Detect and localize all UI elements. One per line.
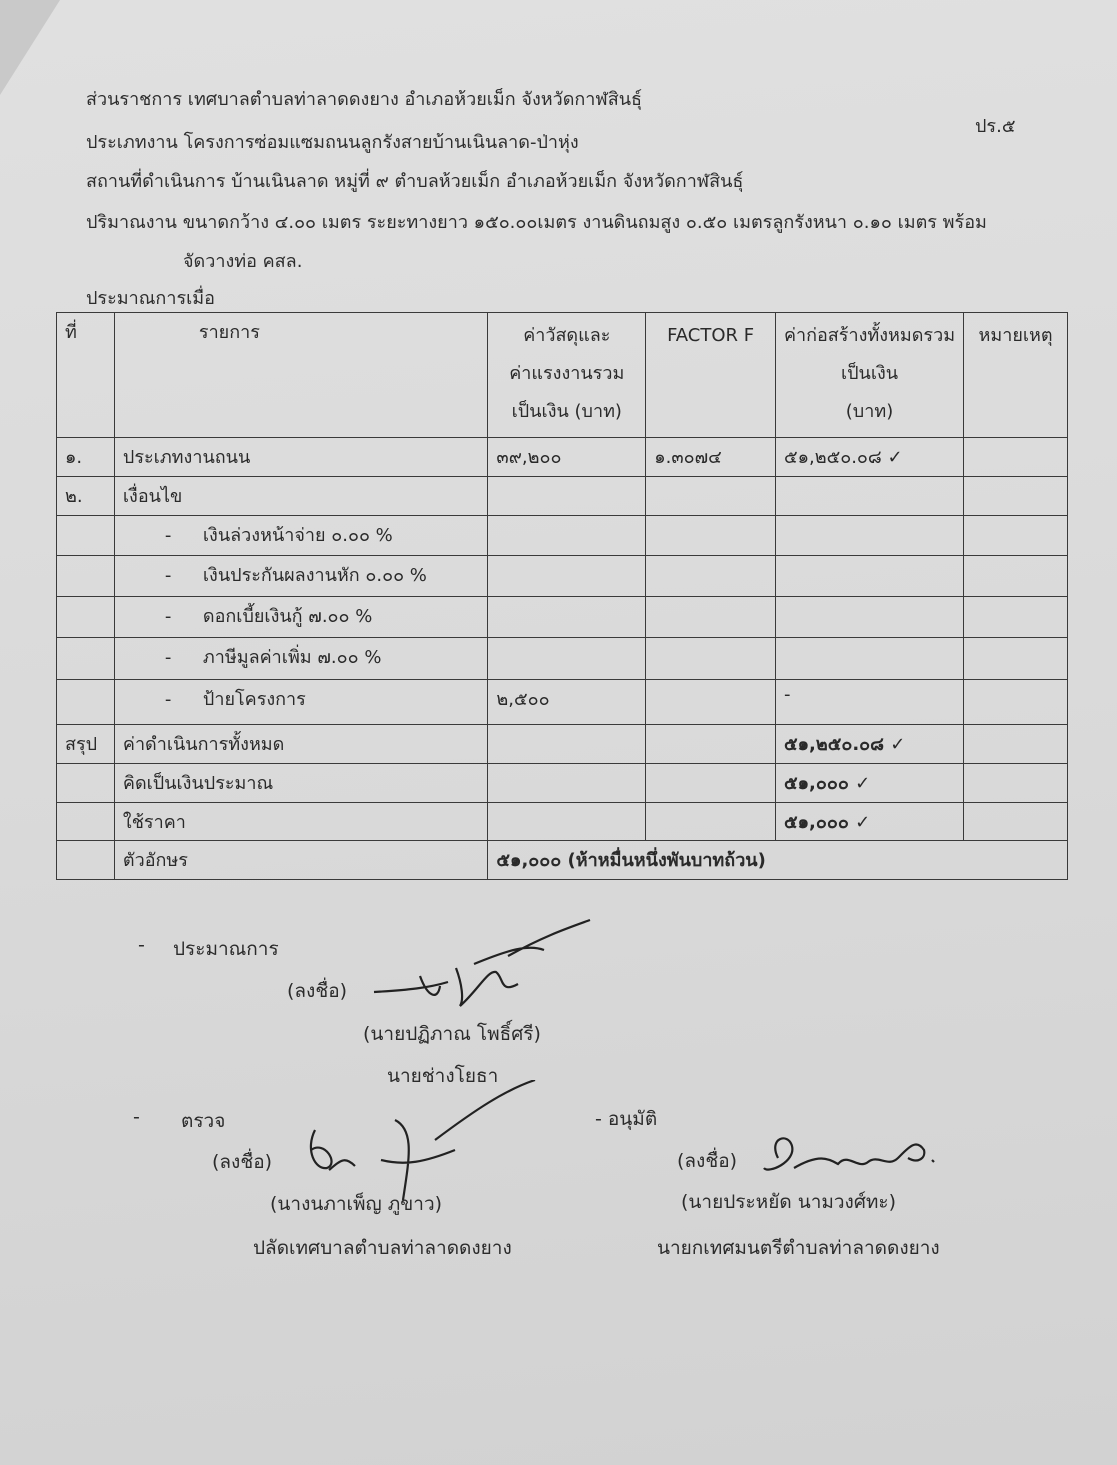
summary-letters-value: ๕๑,๐๐๐ (ห้าหมื่นหนึ่งพันบาทถ้วน) [488,841,1068,880]
estimate-table [56,312,1068,880]
estimator-signature [368,910,598,1010]
summary-row [57,802,1068,841]
row-factor [646,725,776,764]
page-fold-shadow [0,0,60,95]
quantity-line-1: ปริมาณงาน ขนาดกว้าง ๔.๐๐ เมตร ระยะทางยาว ๑๕๐.๐๐เมตร งานดินถมสูง ๐.๕๐ เมตรลูกรังหนา ๐.๑๐ เมตร พร้อม [86,212,987,233]
row-remark [964,596,1068,637]
row-factor [646,556,776,597]
estimator-sign-label: (ลงชื่อ) [287,980,348,1002]
condition-project-sign: ป้ายโครงการ [202,689,306,711]
summary-label: สรุป [57,725,115,764]
row-cost [488,556,646,597]
approver-role: - อนุมัติ [595,1108,658,1130]
table-header-row [57,313,1068,438]
bullet-dash: - [164,646,172,668]
header-total-line1: ค่าก่อสร้างทั้งหมดรวม [783,325,956,346]
row-factor [646,802,776,841]
header-remark: หมายเหตุ [964,313,1068,438]
table-row [57,476,1068,515]
bullet-dash: - [164,605,172,627]
estimate-date-line: ประมาณการเมื่อ [86,288,215,309]
row-no [57,596,115,637]
header-cost-line3: เป็นเงิน (บาท) [511,401,622,422]
row-remark [964,556,1068,597]
row-no: ๑. [57,438,115,477]
row-total [775,515,963,556]
row-total [775,596,963,637]
check-mark-icon: ✓ [848,811,871,833]
checker-role: ตรวจ [181,1110,226,1132]
checker-sign-label: (ลงชื่อ) [212,1151,273,1173]
approver-signature [758,1128,958,1188]
row-cost: ๒,๕๐๐ [488,680,646,725]
header-cost [488,313,646,438]
condition-interest: ดอกเบี้ยเงินกู้ ๗.๐๐ % [202,605,373,627]
summary-total-cell [775,725,963,764]
row-remark [964,680,1068,725]
table-row [57,596,1068,637]
row-remark [964,476,1068,515]
row-factor [646,515,776,556]
row-total [775,438,963,477]
summary-row [57,725,1068,764]
row-item [114,515,488,556]
header-item: รายการ [114,313,488,438]
row-no [57,841,115,880]
summary-row [57,763,1068,802]
approver-name: (นายประหยัด นามวงศ์ทะ) [681,1191,897,1213]
summary-price-label: ใช้ราคา [114,802,488,841]
table-row [57,515,1068,556]
row-item [114,596,488,637]
row-remark [964,802,1068,841]
row-item: ประเภทงานถนน [114,438,488,477]
location-line: สถานที่ดำเนินการ บ้านเนินลาด หมู่ที่ ๙ ตำบลห้วยเม็ก อำเภอห้วยเม็ก จังหวัดกาฬสินธุ์ [86,171,744,192]
row-cost [488,596,646,637]
row-factor [646,763,776,802]
table-row [57,680,1068,725]
row-item [114,556,488,597]
summary-total-value: ๕๑,๒๕๐.๐๘ [783,734,885,756]
quantity-line-2: จัดวางท่อ คสล. [183,251,303,272]
row-no [57,802,115,841]
row-total: - [775,680,963,725]
summary-total-label: ค่าดำเนินการทั้งหมด [114,725,488,764]
header-cost-line2: ค่าแรงงานรวม [509,363,625,384]
header-factor: FACTOR F [646,313,776,438]
row-no [57,680,115,725]
row-remark [964,637,1068,680]
row-remark [964,438,1068,477]
row-item: เงื่อนไข [114,476,488,515]
work-type-line: ประเภทงาน โครงการซ่อมแซมถนนลูกรังสายบ้านเนินลาด-ป่าหุ่ง [86,132,579,153]
row-remark [964,725,1068,764]
header-no: ที่ [57,313,115,438]
header-total-line2: เป็นเงิน [840,363,899,384]
row-total [775,476,963,515]
header-total-line3: (บาท) [845,401,894,422]
row-no [57,637,115,680]
bullet-dash: - [164,689,172,711]
check-mark-icon: ✓ [881,447,903,469]
form-code: ปร.๕ [975,116,1016,137]
table-row [57,438,1068,477]
check-mark-icon: ✓ [848,772,871,794]
row-no: ๒. [57,476,115,515]
row-cost [488,637,646,680]
checker-dash: - [133,1106,140,1128]
checker-title: ปลัดเทศบาลตำบลท่าลาดดงยาง [253,1237,512,1259]
check-mark-icon: ✓ [884,734,906,756]
bullet-dash: - [164,565,172,587]
estimator-dash: - [138,934,145,956]
bullet-dash: - [164,524,172,546]
header-cost-line1: ค่าวัสดุและ [523,325,611,346]
condition-guarantee: เงินประกันผลงานหัก ๐.๐๐ % [202,565,427,587]
row-remark [964,515,1068,556]
row-total [775,556,963,597]
estimator-title: นายช่างโยธา [387,1065,499,1087]
row-item [114,637,488,680]
row-no [57,556,115,597]
condition-vat: ภาษีมูลค่าเพิ่ม ๗.๐๐ % [202,646,382,668]
summary-letters-label: ตัวอักษร [114,841,488,880]
row-total-value: ๕๑,๒๕๐.๐๘ [783,447,882,469]
row-no [57,515,115,556]
row-total [775,637,963,680]
row-cost [488,725,646,764]
table-row [57,556,1068,597]
row-remark [964,763,1068,802]
summary-approx-value: ๕๑,๐๐๐ [783,772,849,794]
approver-title: นายกเทศมนตรีตำบลท่าลาดดงยาง [657,1237,940,1259]
summary-approx-cell [775,763,963,802]
row-factor [646,680,776,725]
row-factor [646,637,776,680]
row-factor [646,476,776,515]
row-factor [646,596,776,637]
header-total [775,313,963,438]
table-row [57,637,1068,680]
row-cost [488,476,646,515]
agency-line: ส่วนราชการ เทศบาลตำบลท่าลาดดงยาง อำเภอห้วยเม็ก จังหวัดกาฬสินธุ์ [86,89,642,110]
row-no [57,763,115,802]
row-factor: ๑.๓๐๗๔ [646,438,776,477]
row-item [114,680,488,725]
summary-row [57,841,1068,880]
row-cost [488,515,646,556]
row-cost [488,763,646,802]
summary-approx-label: คิดเป็นเงินประมาณ [114,763,488,802]
summary-price-cell [775,802,963,841]
checker-name: (นางนภาเพ็ญ ภูขาว) [270,1193,443,1215]
condition-advance: เงินล่วงหน้าจ่าย ๐.๐๐ % [202,524,393,546]
estimator-role: ประมาณการ [173,938,279,960]
approver-sign-label: (ลงชื่อ) [677,1150,738,1172]
row-cost [488,802,646,841]
estimator-name: (นายปฏิภาณ โพธิ์ศรี) [363,1023,541,1045]
summary-price-value: ๕๑,๐๐๐ [783,811,849,833]
row-cost: ๓๙,๒๐๐ [488,438,646,477]
